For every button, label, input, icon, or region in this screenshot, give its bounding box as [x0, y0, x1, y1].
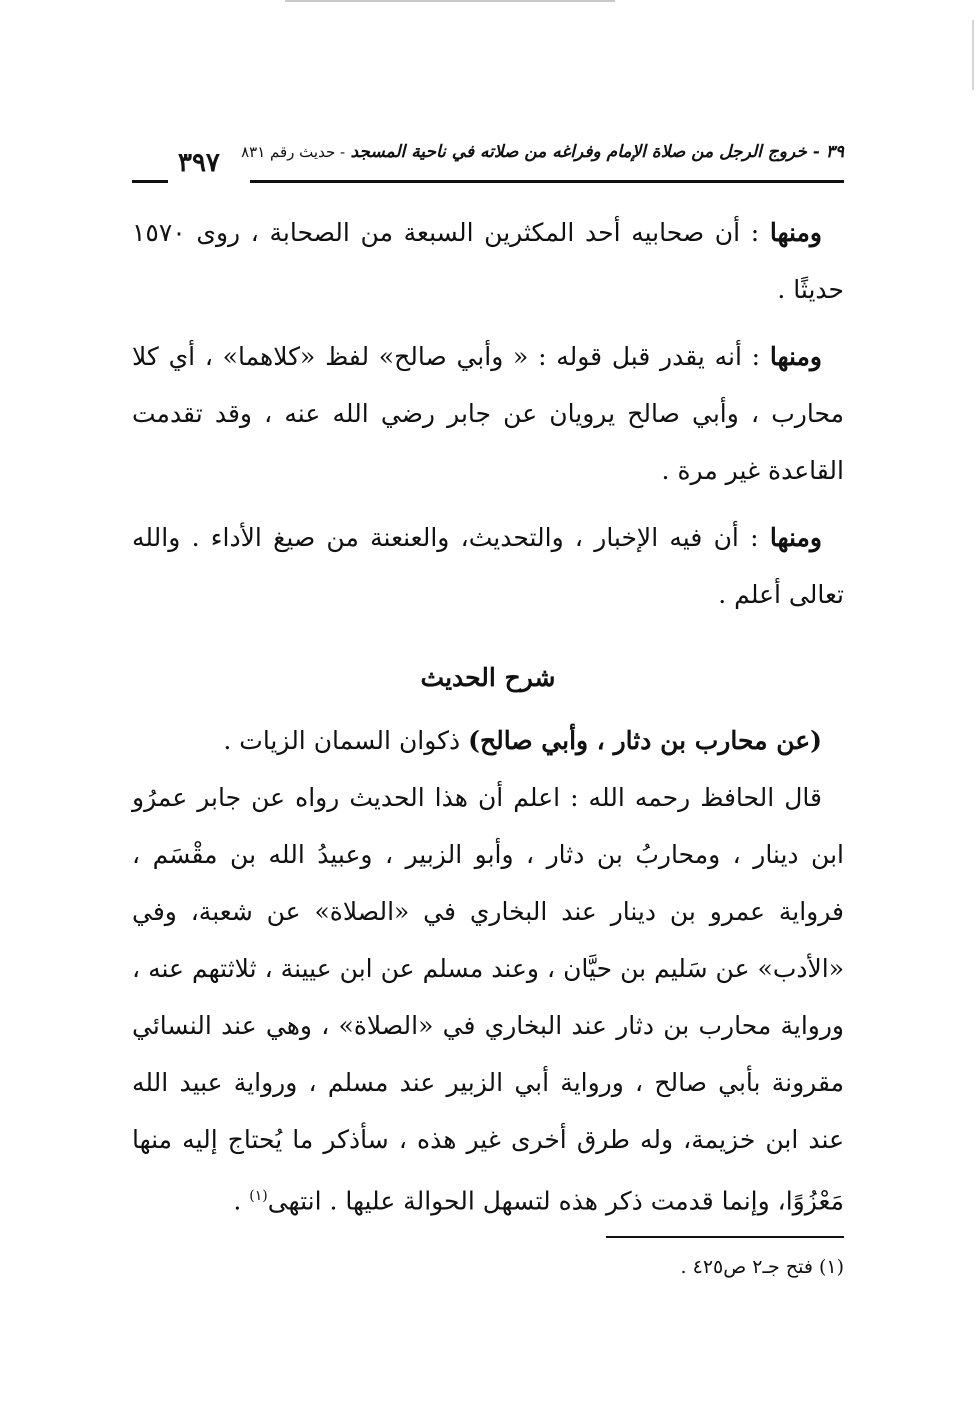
paragraph-text: : أن صحابيه أحد المكثرين السبعة من الصحابة ، روى ١٥٧٠ حديثًا . [132, 218, 844, 304]
footnote-rule [606, 1236, 844, 1238]
commentary-paragraph [132, 769, 844, 1229]
page-number: ٣٩٧ [178, 148, 220, 178]
paragraph-kilahuma [132, 328, 844, 499]
section-title: شرح الحديث [420, 663, 556, 692]
footnote-marker: (١) [249, 1188, 268, 1204]
header-rule [250, 180, 844, 183]
page-body [132, 204, 844, 1229]
page-header [132, 140, 844, 184]
paragraph-lead: ومنها [769, 523, 822, 552]
commentary-end: . [233, 1186, 242, 1216]
paragraph-sahabi [132, 204, 844, 318]
page-number-dash [132, 180, 168, 183]
paragraph-lead: ومنها [769, 342, 823, 371]
running-head [241, 142, 844, 162]
scan-artifact-edge [972, 20, 974, 90]
hadith-gloss: ذكوان السمان الزيات . [223, 726, 461, 755]
commentary-text: قال الحافظ رحمه الله : اعلم أن هذا الحديث رواه عن جابر عمرُو ابن دينار ، ومحاربُ بن دثار ، وأبو الزبير ، وعبيدُ الله بن مقْسَم ، فرواية عمرو بن دينار عند البخاري في «الصلاة» عن شعبة، وفي «الأدب» عن سَليم بن حيَّان ، وعند مسلم عن ابن عيينة ، ثلاثتهم عنه ، ورواية محارب بن دثار عند البخاري في «الصلاة» ، وهي عند النسائي مقرونة بأبي صالح ، ورواية أبي الزبير عند مسلم ، ورواية عبيد الله عند ابن خزيمة، وله طرق أخرى غير هذه ، سأذكر ما يُحتاج إليه منها مَعْزُوًا، وإنما قدمت ذكر هذه لتسهل الحوالة عليها . انتهى [132, 783, 844, 1216]
running-title: ٣٩ - خروج الرجل من صلاة الإمام وفراغه من صلاته في ناحية المسجد [350, 142, 844, 162]
hadith-line [132, 712, 844, 769]
paragraph-text: : أنه يقدر قبل قوله : « وأبي صالح» لفظ «كلاهما» ، أي كلا محارب ، وأبي صالح يرويان عن جابر رضي الله عنه ، وقد تقدمت القاعدة غير مرة . [132, 342, 844, 485]
footnote-text: (١) فتح جـ٢ ص٤٢٥ . [680, 1256, 844, 1278]
paragraph-text: : أن فيه الإخبار ، والتحديث، والعنعنة من صيغ الأداء . والله تعالى أعلم . [132, 523, 844, 609]
scan-artifact-top-line [285, 0, 615, 2]
paragraph-siyagh [132, 509, 844, 623]
paragraph-lead: ومنها [769, 218, 822, 247]
hadith-quote: (عن محارب بن دثار ، وأبي صالح) [468, 726, 822, 755]
hadith-number-ref: - حديث رقم ٨٣١ [241, 143, 346, 161]
